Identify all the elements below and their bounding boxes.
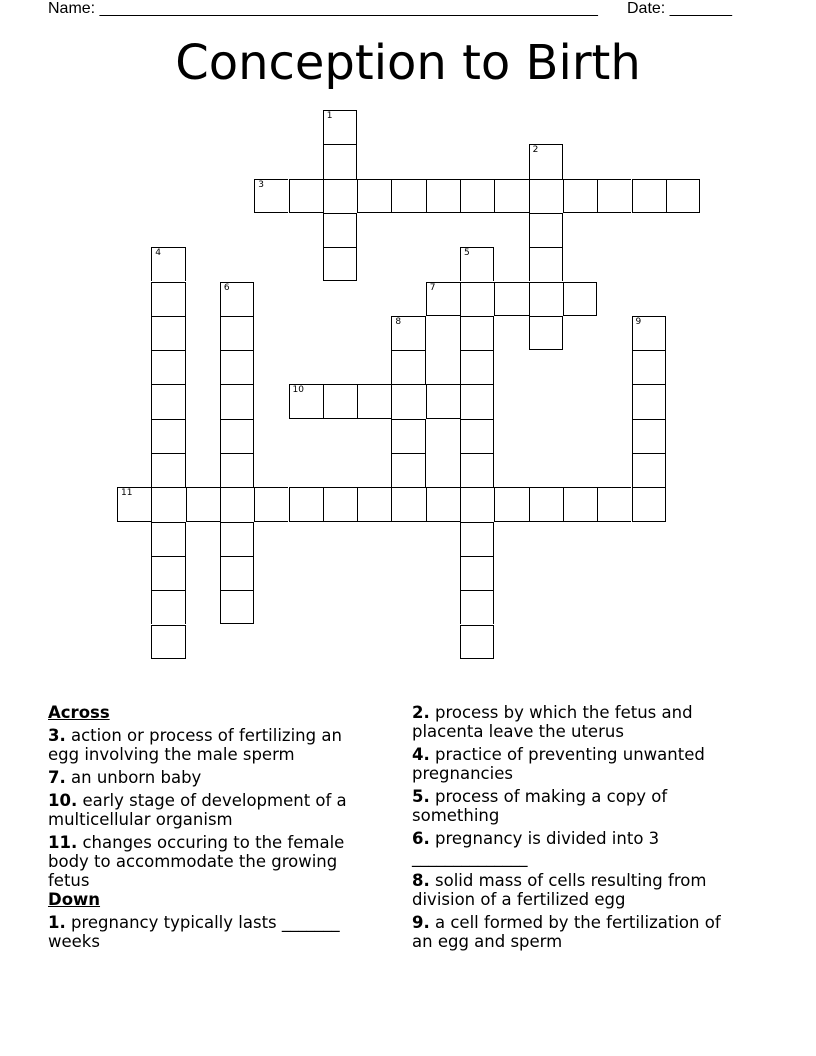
clue-number-label: 5: [464, 248, 470, 259]
crossword-cell[interactable]: [529, 487, 563, 521]
crossword-cell[interactable]: [632, 487, 666, 521]
clue-down-6: [412, 829, 742, 867]
clue-number-label: 11: [121, 488, 133, 499]
clue-text: a cell formed by the fertilization of an egg and sperm: [412, 913, 721, 951]
clue-number-label: 8: [395, 316, 402, 327]
crossword-cell[interactable]: [151, 556, 185, 590]
clue-down-9: [412, 913, 742, 951]
clue-text: action or process of fertilizing an egg involving the male sperm: [48, 726, 342, 764]
crossword-cell[interactable]: [323, 144, 357, 178]
clue-number: 7.: [48, 768, 66, 787]
crossword-cell[interactable]: [357, 487, 391, 521]
crossword-cell[interactable]: [151, 282, 185, 316]
crossword-cell[interactable]: [289, 384, 323, 418]
crossword-cell[interactable]: [529, 144, 563, 178]
clue-text: pregnancy is divided into 3 ______________: [412, 829, 660, 867]
page-title: Conception to Birth: [175, 35, 641, 91]
crossword-cell[interactable]: [186, 487, 220, 521]
crossword-cell[interactable]: [460, 487, 494, 521]
crossword-cell[interactable]: [426, 487, 460, 521]
crossword-cell[interactable]: [323, 213, 357, 247]
crossword-cell[interactable]: [460, 316, 494, 350]
clue-text: changes occuring to the female body to accommodate the growing fetus: [48, 833, 345, 890]
clue-text: early stage of development of a multicellular organism: [48, 791, 347, 829]
crossword-cell[interactable]: [460, 282, 494, 316]
clue-down-4: [412, 745, 742, 783]
clue-number: 1.: [48, 913, 66, 932]
crossword-cell[interactable]: [632, 453, 666, 487]
date-field-label: Date: _______: [627, 0, 732, 17]
crossword-cell[interactable]: [151, 453, 185, 487]
crossword-cell[interactable]: [323, 247, 357, 281]
crossword-cell[interactable]: [563, 282, 597, 316]
clue-number: 10.: [48, 791, 78, 810]
crossword-cell[interactable]: [391, 179, 425, 213]
crossword-cell[interactable]: [426, 282, 460, 316]
crossword-cell[interactable]: [220, 316, 254, 350]
crossword-cell[interactable]: [460, 384, 494, 418]
clue-text: an unborn baby: [71, 768, 202, 787]
clue-text: process by which the fetus and placenta leave the uterus: [412, 703, 693, 741]
crossword-cell[interactable]: [254, 179, 288, 213]
crossword-cell[interactable]: [254, 487, 288, 521]
crossword-cell[interactable]: [632, 384, 666, 418]
clue-number-label: 9: [635, 316, 642, 327]
crossword-cell[interactable]: [289, 487, 323, 521]
crossword-cell[interactable]: [426, 179, 460, 213]
across-heading: Across: [48, 703, 110, 722]
name-field-label: Name: ________________________________________________________: [48, 0, 598, 17]
clue-number: 3.: [48, 726, 66, 745]
crossword-cell[interactable]: [391, 419, 425, 453]
clue-across-7: [48, 768, 378, 787]
crossword-cell[interactable]: [391, 384, 425, 418]
clue-text: pregnancy typically lasts _______ weeks: [48, 913, 340, 951]
crossword-cell[interactable]: [357, 179, 391, 213]
clue-down-5: [412, 787, 742, 825]
clue-number: 8.: [412, 871, 430, 890]
clue-text: solid mass of cells resulting from division of a fertilized egg: [412, 871, 707, 909]
crossword-cell[interactable]: [529, 282, 563, 316]
clue-down-8: [412, 871, 742, 909]
clue-across-10: [48, 791, 378, 829]
clue-number-label: 10: [292, 385, 304, 396]
crossword-cell[interactable]: [494, 179, 528, 213]
crossword-cell[interactable]: [323, 179, 357, 213]
crossword-cell[interactable]: [220, 453, 254, 487]
crossword-cell[interactable]: [391, 350, 425, 384]
clues-left-column: [48, 703, 378, 955]
crossword-cell[interactable]: [632, 179, 666, 213]
crossword-cell[interactable]: [220, 556, 254, 590]
crossword-cell[interactable]: [494, 487, 528, 521]
clue-number: 5.: [412, 787, 430, 806]
clue-number: 11.: [48, 833, 78, 852]
clue-number: 2.: [412, 703, 430, 722]
crossword-cell[interactable]: [151, 384, 185, 418]
crossword-cell[interactable]: [323, 110, 357, 144]
clue-down-2: [412, 703, 742, 741]
crossword-cell[interactable]: [597, 179, 631, 213]
crossword-cell[interactable]: [632, 419, 666, 453]
crossword-cell[interactable]: [151, 419, 185, 453]
crossword-cell[interactable]: [117, 487, 151, 521]
crossword-cell[interactable]: [529, 179, 563, 213]
clue-text: practice of preventing unwanted pregnancies: [412, 745, 705, 783]
clue-number: 9.: [412, 913, 430, 932]
crossword-cell[interactable]: [460, 247, 494, 281]
crossword-cell[interactable]: [460, 179, 494, 213]
crossword-cell[interactable]: [151, 522, 185, 556]
crossword-cell[interactable]: [666, 179, 700, 213]
crossword-cell[interactable]: [220, 487, 254, 521]
crossword-cell[interactable]: [151, 590, 185, 624]
crossword-cell[interactable]: [460, 453, 494, 487]
crossword-cell[interactable]: [391, 316, 425, 350]
clue-number-label: 6: [223, 282, 230, 293]
clue-number-label: 4: [155, 248, 162, 259]
clue-number-label: 2: [532, 145, 539, 156]
crossword-cell[interactable]: [220, 384, 254, 418]
crossword-cell[interactable]: [460, 625, 494, 659]
crossword-cell[interactable]: [632, 350, 666, 384]
down-heading: Down: [48, 890, 101, 909]
clue-number-label: 7: [429, 282, 436, 293]
crossword-cell[interactable]: [460, 522, 494, 556]
crossword-cell[interactable]: [563, 179, 597, 213]
crossword-cell[interactable]: [151, 350, 185, 384]
crossword-cell[interactable]: [357, 384, 391, 418]
crossword-cell[interactable]: [460, 350, 494, 384]
clues-right-column: [412, 703, 742, 955]
crossword-cell[interactable]: [460, 556, 494, 590]
crossword-cell[interactable]: [529, 316, 563, 350]
crossword-cell[interactable]: [151, 487, 185, 521]
crossword-cell[interactable]: [220, 419, 254, 453]
crossword-cell[interactable]: [391, 487, 425, 521]
clue-number-label: 3: [258, 179, 264, 190]
crossword-cell[interactable]: [460, 419, 494, 453]
crossword-cell[interactable]: [151, 316, 185, 350]
crossword-cell[interactable]: [220, 350, 254, 384]
crossword-cell[interactable]: [426, 384, 460, 418]
crossword-cell[interactable]: [460, 590, 494, 624]
crossword-cell[interactable]: [220, 282, 254, 316]
crossword-cell[interactable]: [529, 213, 563, 247]
crossword-cell[interactable]: [151, 625, 185, 659]
crossword-cell[interactable]: [494, 282, 528, 316]
crossword-cell[interactable]: [289, 179, 323, 213]
clue-across-11: [48, 833, 378, 890]
clue-number-label: 1: [326, 111, 333, 121]
clue-number: 4.: [412, 745, 430, 764]
crossword-cell[interactable]: [563, 487, 597, 521]
clue-down-1: [48, 913, 378, 951]
crossword-cell[interactable]: [323, 487, 357, 521]
crossword-cell[interactable]: [151, 247, 185, 281]
clue-text: process of making a copy of something: [412, 787, 668, 825]
crossword-cell[interactable]: [529, 247, 563, 281]
crossword-cell[interactable]: [632, 316, 666, 350]
crossword-cell[interactable]: [220, 590, 254, 624]
crossword-cell[interactable]: [597, 487, 631, 521]
crossword-cell[interactable]: [391, 453, 425, 487]
crossword-cell[interactable]: [220, 522, 254, 556]
crossword-cell[interactable]: [323, 384, 357, 418]
clue-across-3: [48, 726, 378, 764]
clue-number: 6.: [412, 829, 430, 848]
